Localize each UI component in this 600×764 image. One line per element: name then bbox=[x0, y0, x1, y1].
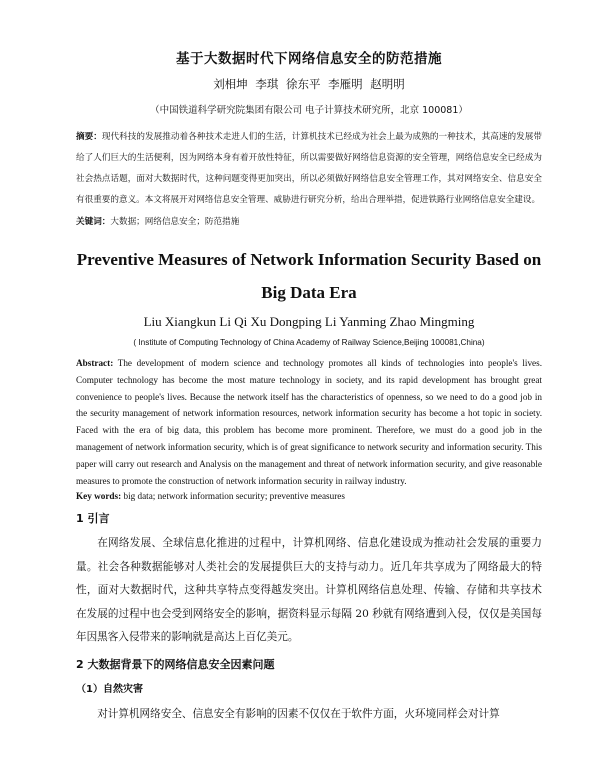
section-2-1-paragraph: 对计算机网络安全、信息安全有影响的因素不仅仅在于软件方面，火环境同样会对计算 bbox=[97, 707, 500, 720]
english-title: Preventive Measures of Network Information Security Based on Big Data Era bbox=[76, 250, 542, 302]
english-keywords bbox=[76, 489, 542, 504]
english-authors: Liu Xiangkun Li Qi Xu Dongping Li Yanming Zhao Mingming bbox=[143, 314, 475, 329]
chinese-title: 基于大数据时代下网络信息安全的防范措施 bbox=[176, 51, 442, 67]
english-abstract bbox=[76, 355, 542, 489]
chinese-affiliation: （中国铁道科学研究院集团有限公司 电子计算技术研究所，北京 100081） bbox=[150, 105, 468, 116]
section-2-1-heading: （1）自然灾害 bbox=[76, 683, 143, 695]
english-abstract-label: Abstract: bbox=[76, 358, 114, 368]
english-keywords-text: big data; network information security; preventive measures bbox=[121, 491, 345, 502]
section-1-paragraph: 在网络发展、全球信息化推进的过程中，计算机网络、信息化建设成为推动社会发展的重要力量。社会各种数据能够对人类社会的发展提供巨大的支持与动力。近几年共享成为了网络最大的特性，面对大数据时代，这种共享特点变得越发突出。计算机网络信息处理、传输、存储和共享技术在发展的过程中也会受到网络安全的影响，据资料显示每隔 20 秒就有网络遭到入侵，仅仅是美国每年因黑客入侵带来的影响就是高达上百亿美元。 bbox=[76, 537, 542, 644]
section-2-heading: 2 大数据背景下的网络信息安全因素问题 bbox=[76, 657, 275, 671]
english-keywords-label: Key words: bbox=[76, 491, 122, 502]
chinese-keywords bbox=[76, 215, 542, 227]
chinese-abstract-label: 摘要： bbox=[76, 132, 102, 142]
chinese-abstract-text: 现代科技的发展推动着各种技术走进人们的生活，计算机技术已经成为社会上最为成熟的一种技术，其高速的发展带给了人们巨大的生活便利，因为网络本身有着开放性特征，所以需要做好网络信息资源的安全管理，网络信息安全已经成为社会热点话题，面对大数据时代，这种问题变得更加突出，所以必须做好网络信息安全管理工作，其对网络安全、信息安全有很重要的意义。本文将展开对网络信息安全管理、威胁进行研究分析，给出合理举措，促进铁路行业网络信息安全建设。 bbox=[76, 132, 542, 205]
chinese-authors: 刘相坤 李琪 徐东平 李雁明 赵明明 bbox=[213, 77, 405, 91]
chinese-keywords-label: 关键词： bbox=[76, 217, 111, 227]
section-1-heading: 1 引言 bbox=[76, 512, 110, 526]
english-abstract-text: The development of modern science and technology promotes all kinds of technologies into people's lives. Computer technology has become the most mature technology in society, and its rapid development has brought great convenience to people's lives. Because the network itself has the characteristics of openness, so we need to do a good job in the security management of network information resources, network information security has become a hot topic in society. Faced with the era of big data, this problem has become more prominent. Therefore, we must do a good job in the management of network information security, which is of great significance to network security and information security. This paper will carry out research and Analysis on the management and threat of network information security, and give reasonable measures to promote the construction of network information security in railway industry. bbox=[76, 358, 542, 486]
chinese-keywords-text: 大数据；网络信息安全；防范措施 bbox=[110, 217, 240, 227]
chinese-abstract bbox=[76, 127, 542, 211]
english-affiliation: ( Institute of Computing Technology of China Academy of Railway Science,Beijing 100081,China) bbox=[133, 338, 485, 347]
